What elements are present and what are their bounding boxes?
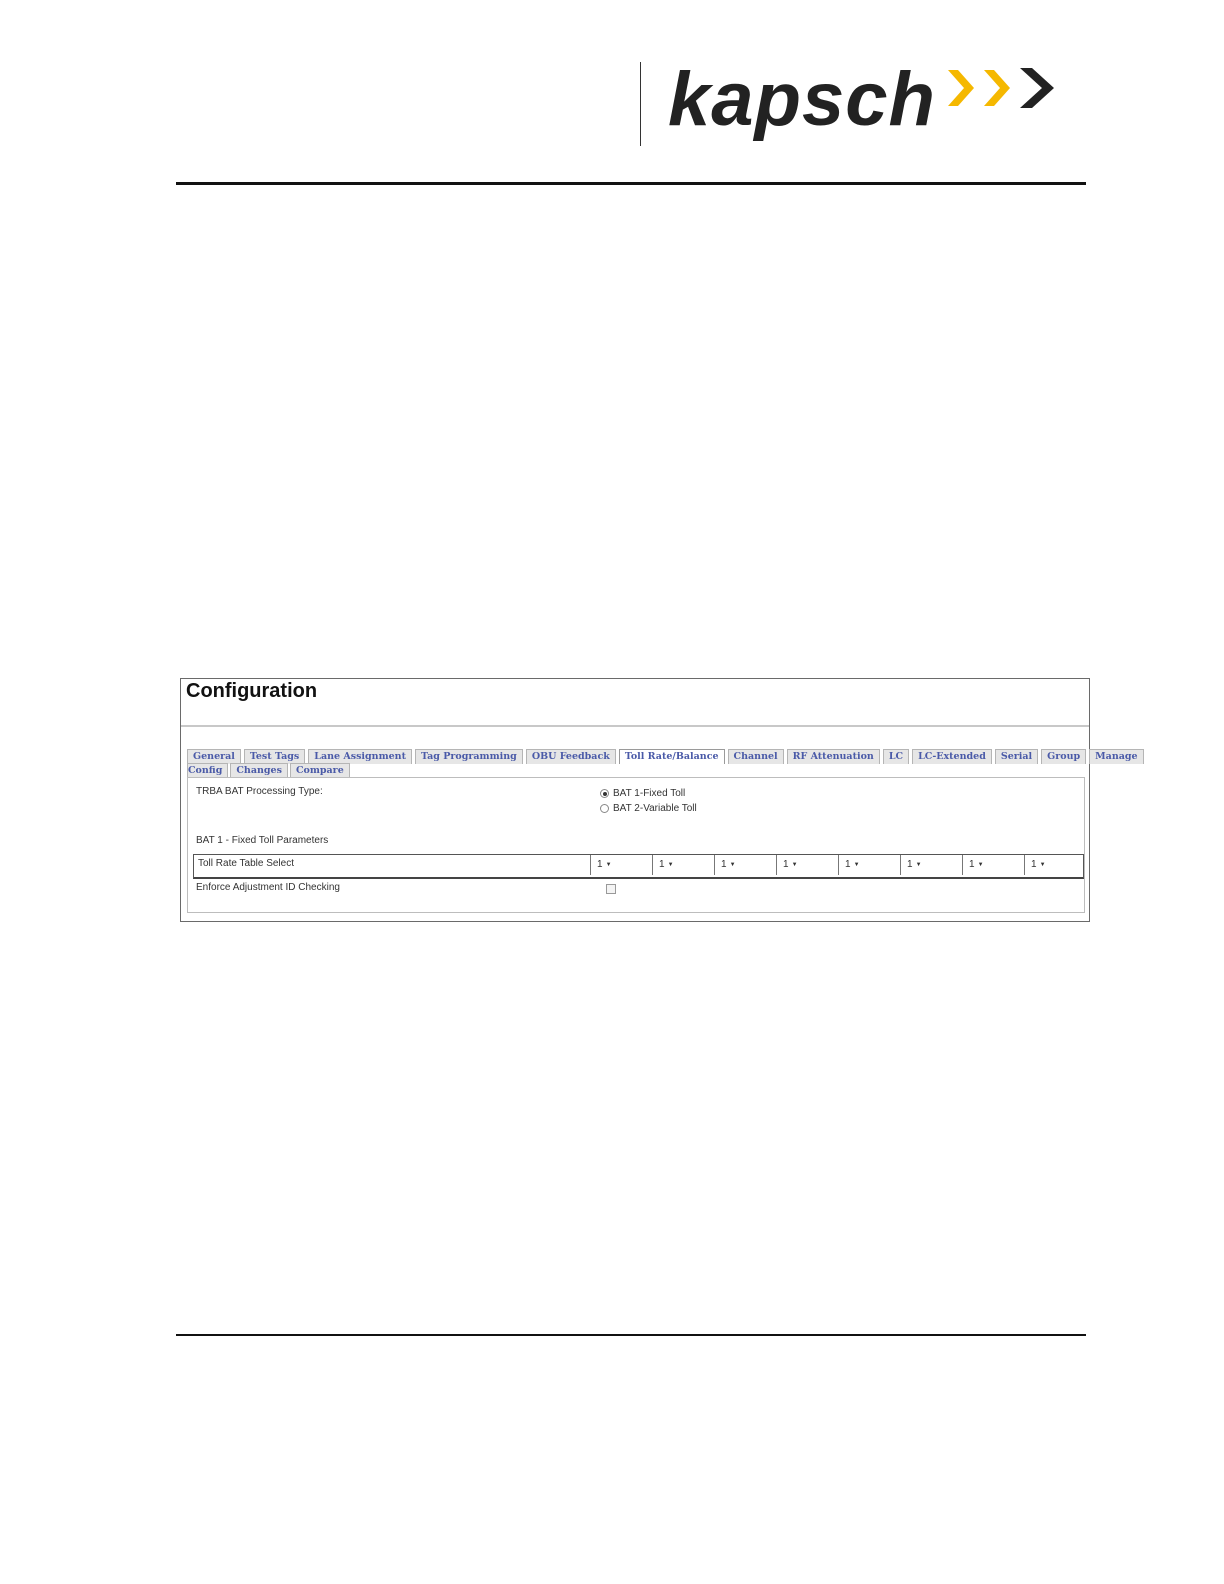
select-value: 1 xyxy=(721,859,727,870)
tab-row-2 xyxy=(187,763,352,778)
chevron-down-icon: ▼ xyxy=(853,862,860,868)
toll-rate-select[interactable] xyxy=(590,855,648,875)
radio-label: BAT 2-Variable Toll xyxy=(613,803,697,814)
select-value: 1 xyxy=(659,859,665,870)
select-value: 1 xyxy=(845,859,851,870)
radio-bat2[interactable] xyxy=(600,803,697,814)
chevron-down-icon: ▼ xyxy=(667,862,674,868)
tab-group[interactable]: Group xyxy=(1041,749,1086,764)
chevron-down-icon: ▼ xyxy=(729,862,736,868)
tab-compare[interactable]: Compare xyxy=(290,763,350,778)
logo-divider xyxy=(640,62,641,146)
chevron-down-icon: ▼ xyxy=(791,862,798,868)
tab-serial[interactable]: Serial xyxy=(995,749,1038,764)
tab-toll-rate-balance[interactable]: Toll Rate/Balance xyxy=(619,749,725,764)
tab-channel[interactable]: Channel xyxy=(728,749,784,764)
toll-rate-label: Toll Rate Table Select xyxy=(198,858,294,869)
select-value: 1 xyxy=(597,859,603,870)
tab-obu-feedback[interactable]: OBU Feedback xyxy=(526,749,616,764)
title-divider xyxy=(181,725,1089,727)
processing-type-label: TRBA BAT Processing Type: xyxy=(196,786,323,797)
chevron-down-icon: ▼ xyxy=(605,862,612,868)
enforce-label: Enforce Adjustment ID Checking xyxy=(196,882,340,893)
tab-rf-attenuation[interactable]: RF Attenuation xyxy=(787,749,880,764)
tab-manage[interactable]: Manage xyxy=(1089,749,1143,764)
toll-rate-select[interactable] xyxy=(962,855,1020,875)
tab-config[interactable]: Config xyxy=(187,763,228,778)
page-title: Configuration xyxy=(186,680,318,702)
tab-lane-assignment[interactable]: Lane Assignment xyxy=(308,749,412,764)
chevron-arrows-icon xyxy=(948,64,1073,112)
select-value: 1 xyxy=(969,859,975,870)
tab-changes[interactable]: Changes xyxy=(230,763,288,778)
header-rule xyxy=(176,182,1086,185)
tab-lc[interactable]: LC xyxy=(883,749,909,764)
tab-tag-programming[interactable]: Tag Programming xyxy=(415,749,523,764)
tab-general[interactable]: General xyxy=(187,749,241,764)
toll-rate-select[interactable] xyxy=(1024,855,1082,875)
section-label: BAT 1 - Fixed Toll Parameters xyxy=(196,835,329,846)
kapsch-logo xyxy=(668,58,1078,144)
radio-button[interactable] xyxy=(600,804,609,813)
toll-rate-select[interactable] xyxy=(900,855,958,875)
footer-rule xyxy=(176,1334,1086,1336)
chevron-down-icon: ▼ xyxy=(977,862,984,868)
radio-button[interactable] xyxy=(600,789,609,798)
chevron-down-icon: ▼ xyxy=(1039,862,1046,868)
toll-rate-select[interactable] xyxy=(652,855,710,875)
logo-wordmark: kapsch xyxy=(668,57,936,142)
radio-bat1[interactable] xyxy=(600,788,685,799)
select-value: 1 xyxy=(907,859,913,870)
enforce-checkbox[interactable] xyxy=(606,884,616,894)
tab-lc-extended[interactable]: LC-Extended xyxy=(912,749,992,764)
select-value: 1 xyxy=(1031,859,1037,870)
configuration-panel xyxy=(180,678,1138,922)
select-value: 1 xyxy=(783,859,789,870)
toll-rate-content xyxy=(187,777,1085,913)
tab-row-1 xyxy=(187,749,1147,764)
toll-rate-select[interactable] xyxy=(838,855,896,875)
toll-rate-select[interactable] xyxy=(714,855,772,875)
tab-test-tags[interactable]: Test Tags xyxy=(244,749,305,764)
toll-rate-row xyxy=(193,854,1084,879)
toll-rate-select[interactable] xyxy=(776,855,834,875)
radio-label: BAT 1-Fixed Toll xyxy=(613,788,686,799)
chevron-down-icon: ▼ xyxy=(915,862,922,868)
